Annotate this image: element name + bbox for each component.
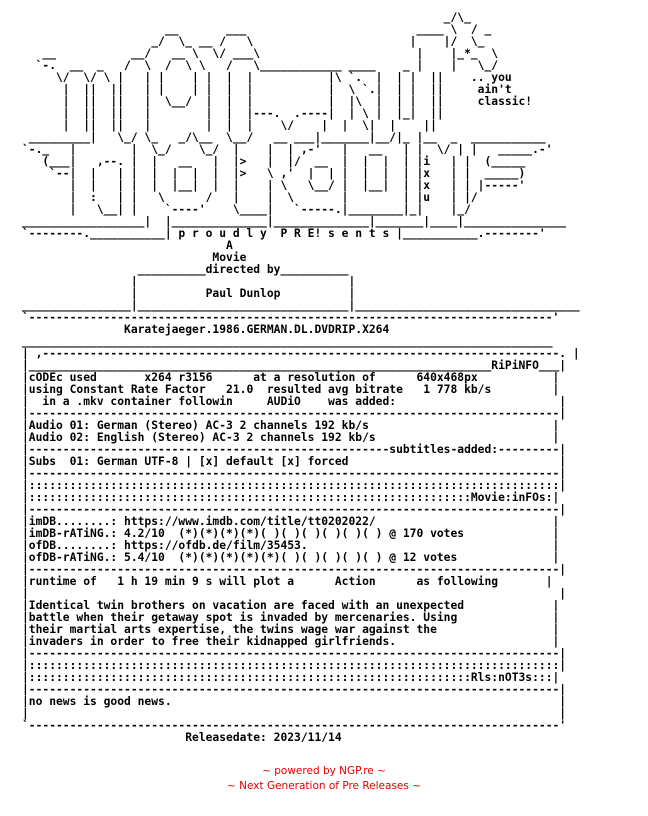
powered-by-line: ~ powered by NGP.re ~ — [262, 765, 386, 777]
nfo-document — [22, 12, 642, 744]
tagline-line: ~ Next Generation of Pre Releases ~ — [227, 780, 421, 792]
nfo-ascii-art-text: _/\_ __ ___ ____ \ / _ _/ \_ __ / \ | |/ \_ __ __/ __ \ \/ ___\ | |_*_ \ `-. __ _ / \ / \ \ / \____________ ____ _ | | \_/ \/ \/ \ | | | | | | | |\ `. | | | || .. you | || || | | | | | | | \ `.| | | || ain't | || || | \__/ | | | | |\ | | | || classic! | || || | | | |---. .----| | \ | |_| || | || || | | | | \/ | | \| | || _________| \_/ \_ _/\__ \__/ __ ___|_______|__/|_ |__ _ ___________ `-._ | | \_/ \_/ | | | ,-' | __ | | \/ | | _____.-' (___| ,--. | | __ | |> | |/ __ | | | | |i | | (_____ `--| | | | | | | | |> \ ,' | | | | | | |x | | _____) | | | | | |__| | | | \ \__/ | |__| | |x | | |-----' | : | | \ / | | \ | | |u | |/ | \__| | `----' \____| `-----.|________|_| |_/ __________________| |______________|______________|_______|____|_______________ `--------.___________| p r o u d l y P R E! s e n t s |___________.--------' A Movie __________directed by__________ | | | Paul Dunlop | ________________|_______________________________|_________________________________ `-----------------------------------------------------------------------------' Karatejaeger.1986.GERMAN.DL.DVDRIP.X264 ______________________________________________________________________________ | ,----------------------------------------------------------------------------. | |____________________________________________________________________RiPiNFO___| |cODEc used x264 r3156 at a resolution of 640x468px | |using Constant Rate Factor 21.0 resulted avg bitrate 1 778 kb/s | | in a .mkv container followin AUDiO was added: | |------------------------------------------------------------------------------| |Audio 01: German (Stereo) AC-3 2 channels 192 kb/s | |Audio 02: English (Stereo) AC-3 2 channels 192 kb/s | |-----------------------------------------------------subtitles-added:---------| |Subs 01: German UTF-8 | [x] default [x] forced | |------------------------------------------------------------------------------| |::::::::::::::::::::::::::::::::::::::::::::::::::::::::::::::::::::::::::::::| |:::::::::::::::::::::::::::::::::::::::::::::::::::::::::::::::::Movie:inFOs:| |------------------------------------------------------------------------------| |imDB........: https://www.imdb.com/title/tt0202022/ | |imDB-rATiNG.: 4.2/10 (*)(*)(*)(*)( )( )( )( )( )( ) @ 170 votes | |ofDB........: https://ofdb.de/film/35453. | |ofDB-rATiNG.: 5.4/10 (*)(*)(*)(*)(*)( )( )( )( )( ) @ 12 votes | |------------------------------------------------------------------------------| |runtime of 1 h 19 min 9 s will plot a Action as following | | | |Identical twin brothers on vacation are faced with an unexpected | |battle when their getaway spot is invaded by mercenaries. Using | |their martial arts expertise, the twins wage war against the | |invaders in order to free their kidnapped girlfriends. | |------------------------------------------------------------------------------| |::::::::::::::::::::::::::::::::::::::::::::::::::::::::::::::::::::::::::::::| |:::::::::::::::::::::::::::::::::::::::::::::::::::::::::::::::::Rls:nOT3s:::| |------------------------------------------------------------------------------| |no news is good news. | | | `------------------------------------------------------------------------------' Releasedate: 2023/11/14 — [22, 11, 580, 744]
footer — [0, 764, 648, 794]
